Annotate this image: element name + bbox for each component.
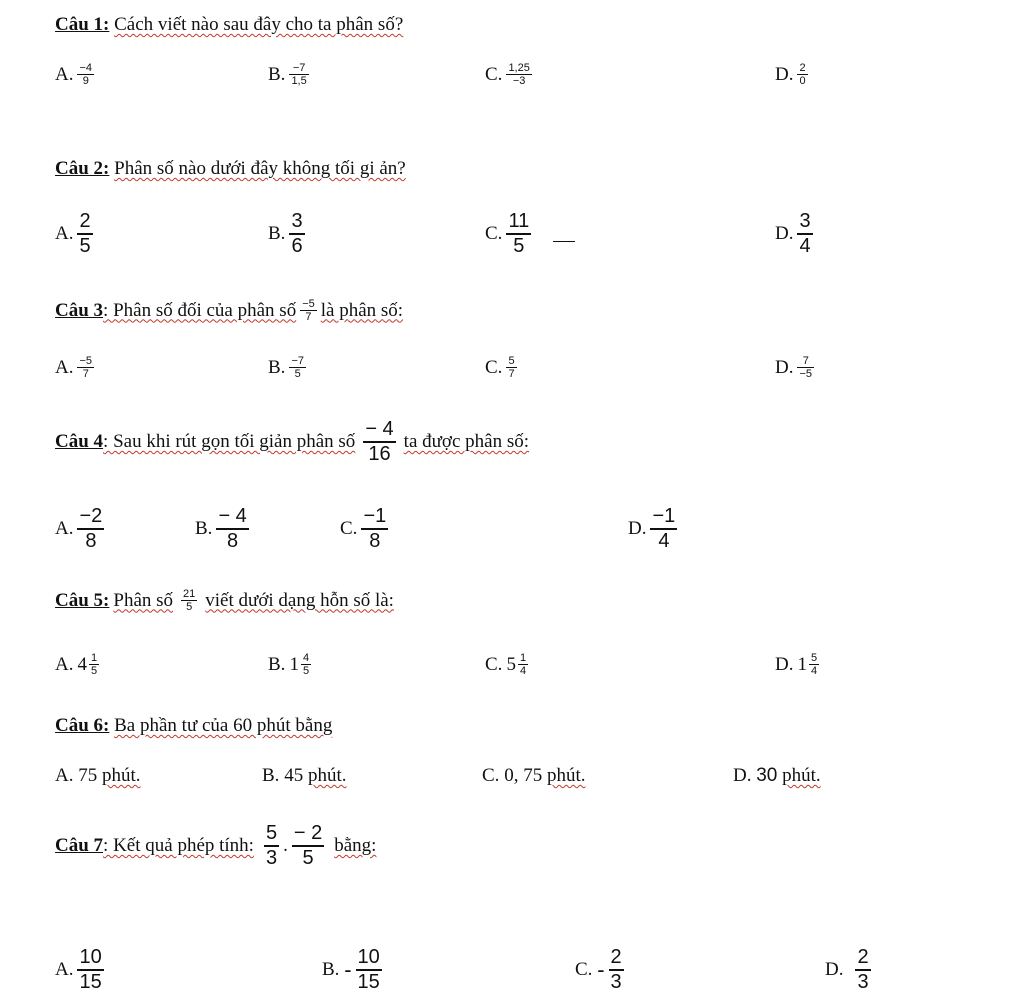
q3-option-a[interactable] — [55, 355, 98, 380]
q6-option-b[interactable] — [262, 765, 346, 787]
q5-option-d[interactable] — [775, 652, 820, 677]
option-label: D. — [775, 356, 794, 378]
option-label: B. — [268, 356, 286, 378]
option-label: A. — [55, 653, 74, 675]
question-text: : Kết quả phép tính: — [103, 835, 254, 856]
option-label: B. — [322, 959, 340, 980]
q3-option-b[interactable] — [268, 355, 310, 380]
fraction: $\frac{7}{-5}$ — [799, 355, 813, 380]
option-label: A. — [55, 223, 74, 244]
q1-option-a[interactable] — [55, 62, 98, 87]
q4-option-d[interactable] — [628, 505, 681, 553]
option-label: C. — [482, 765, 500, 786]
option-label: D. — [825, 959, 844, 980]
question-7-title — [55, 822, 376, 870]
question-fraction: $\frac{- 4}{16}$ — [365, 418, 394, 465]
question-number: Câu 4 — [55, 431, 104, 452]
fraction: $\frac{-7}{5}$ — [291, 355, 304, 380]
mixed-number: 4 $\frac{1}{5}$ — [77, 652, 98, 677]
option-label: A. — [55, 63, 74, 85]
question-text-after: bằng: — [334, 835, 377, 856]
option-unit: phút. — [101, 765, 141, 786]
option-label: B. — [268, 223, 286, 244]
fraction: $\frac{2}{3}$ — [610, 946, 622, 993]
option-label: A. — [55, 959, 74, 980]
q5-option-b[interactable] — [268, 652, 312, 677]
fraction: $\frac{5}{7}$ — [508, 355, 515, 380]
mixed-number: 1 $\frac{5}{4}$ — [797, 652, 818, 677]
option-label: C. — [485, 653, 503, 675]
question-text-after: viết dưới dạng hỗn số là: — [205, 589, 394, 611]
operator: . — [283, 835, 288, 856]
q2-option-b[interactable] — [268, 210, 309, 258]
option-label: C. — [485, 356, 503, 378]
option-label: C. — [485, 63, 503, 85]
option-value: 30 — [756, 765, 778, 786]
q7-option-b[interactable] — [322, 946, 386, 994]
fraction: $\frac{- 4}{8}$ — [218, 505, 247, 552]
option-label: C. — [575, 959, 593, 980]
q7-option-c[interactable] — [575, 946, 628, 994]
question-text: Ba phần tư của 60 phút bằng — [114, 715, 333, 736]
fraction: $\frac{2}{5}$ — [79, 210, 91, 257]
fraction: $\frac{3}{6}$ — [291, 210, 303, 257]
question-text-after: là phân số: — [320, 299, 404, 321]
question-text-after: ta được phân số: — [403, 431, 530, 452]
option-unit: phút. — [782, 765, 821, 786]
question-number: Câu 5: — [55, 589, 110, 611]
question-3-title — [55, 298, 403, 323]
fraction: $\frac{-4}{9}$ — [79, 62, 93, 87]
fraction: $\frac{11}{5}$ — [508, 210, 530, 257]
q5-option-c[interactable] — [485, 652, 529, 677]
fraction: $\frac{-5}{7}$ — [79, 355, 93, 380]
option-label: B. — [195, 518, 213, 539]
option-label: D. — [628, 518, 647, 539]
option-unit: phút. — [307, 765, 347, 786]
fraction: $\frac{-7}{1,5}$ — [291, 62, 307, 87]
option-label: A. — [55, 356, 74, 378]
fraction: $\frac{-1}{8}$ — [363, 505, 387, 552]
option-label: A. — [55, 518, 74, 539]
q4-option-c[interactable] — [340, 505, 392, 553]
q2-option-a[interactable] — [55, 210, 97, 258]
q5-option-a[interactable] — [55, 652, 100, 677]
sign: - — [344, 957, 352, 982]
question-text: Cách viết nào sau đây cho ta phân số? — [114, 14, 404, 35]
q1-option-b[interactable] — [268, 62, 313, 87]
question-text: Phân số nào dưới đây không tối gi ản? — [114, 158, 406, 179]
q3-option-d[interactable] — [775, 355, 818, 380]
question-number: Câu 6: — [55, 715, 110, 736]
mixed-number: 1 $\frac{4}{5}$ — [289, 652, 310, 677]
question-fraction: $\frac{21}{5}$ — [183, 588, 196, 613]
operand-a-fraction: $\frac{5}{3}$ — [265, 822, 278, 869]
q6-option-c[interactable] — [482, 765, 585, 787]
q1-option-d[interactable] — [775, 62, 812, 87]
fraction: $\frac{10}{15}$ — [79, 946, 102, 993]
option-label: D. — [775, 63, 794, 85]
option-label: B. — [268, 63, 286, 85]
option-label: D. — [733, 765, 752, 786]
option-label: D. — [775, 653, 794, 675]
question-number: Câu 3 — [55, 299, 104, 321]
option-value: 0, 75 — [504, 765, 543, 786]
question-5-title — [55, 588, 394, 613]
q2-option-d[interactable] — [775, 210, 817, 258]
question-2-title — [55, 158, 406, 180]
fraction: $\frac{1,25}{-3}$ — [508, 62, 530, 87]
question-number: Câu 7 — [55, 835, 104, 856]
option-value: 45 — [284, 765, 304, 786]
option-label: A. — [55, 765, 74, 786]
fraction: $\frac{-2}{8}$ — [79, 505, 103, 552]
option-label: B. — [262, 765, 280, 786]
fraction: $\frac{-1}{4}$ — [652, 505, 676, 552]
q7-option-d[interactable] — [825, 946, 875, 994]
fraction: $\frac{2}{0}$ — [799, 62, 806, 87]
option-label: D. — [775, 223, 794, 244]
option-label: C. — [485, 223, 503, 244]
q7-option-a[interactable] — [55, 946, 108, 994]
q3-option-c[interactable] — [485, 355, 521, 380]
question-text: Phân số — [113, 589, 174, 611]
question-text: : Sau khi rút gọn tối giản phân số — [103, 431, 356, 452]
fraction: $\frac{2}{3}$ — [857, 946, 869, 993]
q4-option-b[interactable] — [195, 505, 253, 553]
option-value: 75 — [78, 765, 98, 786]
question-6-title — [55, 715, 332, 737]
operand-b-fraction: $\frac{- 2}{5}$ — [293, 822, 323, 869]
question-fraction: $\frac{-5}{7}$ — [302, 298, 315, 323]
q2-option-c[interactable] — [485, 210, 575, 258]
mixed-number: 5 $\frac{1}{4}$ — [506, 652, 527, 677]
question-text: : Phân số đối của phân số — [103, 299, 297, 321]
q6-option-a[interactable] — [55, 765, 141, 787]
decorative-line — [553, 241, 575, 242]
sign: - — [597, 957, 605, 982]
question-4-title — [55, 418, 529, 466]
question-1-title — [55, 14, 403, 36]
fraction: $\frac{3}{4}$ — [799, 210, 811, 257]
q6-option-d[interactable] — [733, 765, 821, 787]
option-label: C. — [340, 518, 358, 539]
q4-option-a[interactable] — [55, 505, 108, 553]
option-label: B. — [268, 653, 286, 675]
question-number: Câu 1: — [55, 14, 110, 35]
q1-option-c[interactable] — [485, 62, 536, 87]
question-number: Câu 2: — [55, 158, 110, 179]
option-unit: phút. — [546, 765, 586, 786]
fraction: $\frac{10}{15}$ — [357, 946, 380, 993]
